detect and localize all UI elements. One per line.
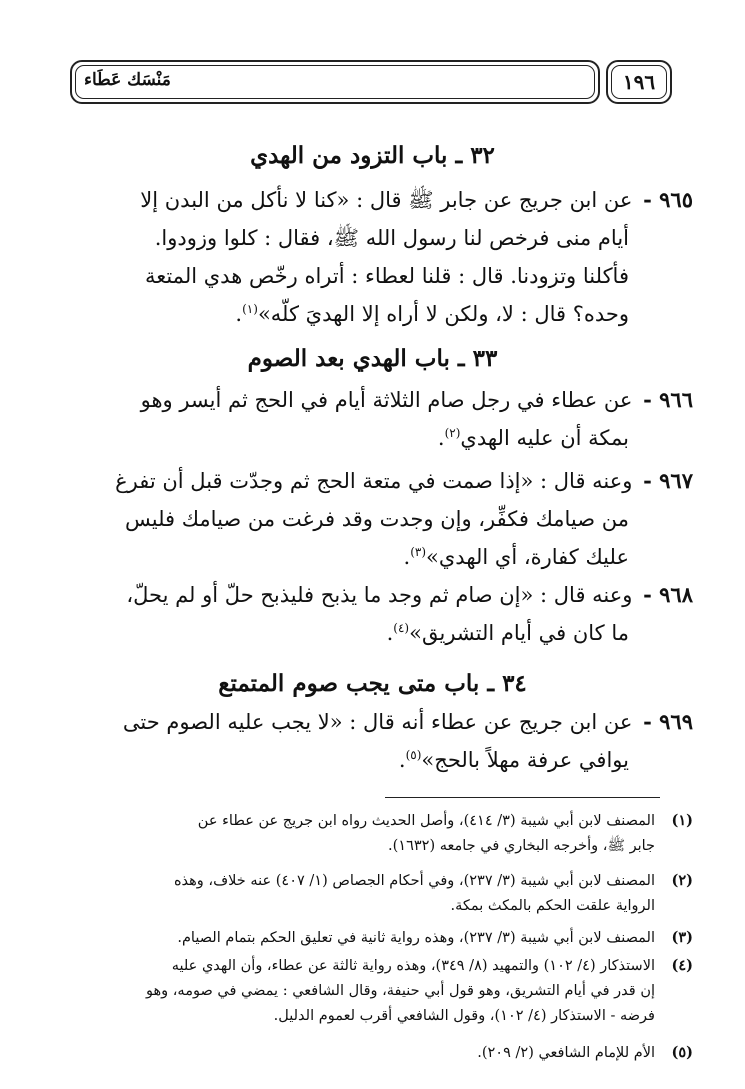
footnote-separator xyxy=(385,797,660,798)
hadith-line: ٩٦٧ - وعنه قال : «إذا صمت في متعة الحج ثم وجدّت قبل أن تفرغ xyxy=(115,468,693,493)
hadith-line: فأكلنا وتزودنا. قال : قلنا لعطاء : أتراه رخّص هدي المتعة xyxy=(144,264,629,288)
hadith-line: ٩٦٨ - وعنه قال : «إن صام ثم وجد ما يذبح فليذبح حلّ أو لم يحلّ، xyxy=(126,582,693,607)
hadith-line: أيام منى فرخص لنا رسول الله ﷺ، فقال : كلوا وزودوا. xyxy=(154,226,629,250)
hadith-line: ٩٦٥ - عن ابن جريج عن جابر ﷺ قال : «كنا لا نأكل من البدن إلا xyxy=(140,187,693,212)
chapter-heading-32: ٣٢ ـ باب التزود من الهدي xyxy=(250,142,495,169)
hadith-969 xyxy=(90,703,693,779)
footnote-marker: (٥) xyxy=(671,1044,693,1061)
footnote-marker: (١) xyxy=(671,812,693,829)
footnote-ref: (٥) xyxy=(405,748,422,762)
hadith-965 xyxy=(90,181,693,333)
hadith-line: بمكة أن عليه الهدي$^{(٢)}$. xyxy=(437,426,629,450)
hadith-number: ٩٦٥ - xyxy=(643,187,693,212)
page-number: ١٩٦ xyxy=(622,70,656,94)
chapter-heading-33: ٣٣ ـ باب الهدي بعد الصوم xyxy=(247,345,498,372)
footnote-ref: (٢) xyxy=(444,426,461,440)
hadith-line: عليك كفارة، أي الهدي»$^{(٣)}$. xyxy=(403,545,629,569)
hadith-966 xyxy=(90,381,693,457)
footnote-marker: (٢) xyxy=(671,872,693,889)
hadith-number: ٩٦٧ - xyxy=(643,468,693,493)
hadith-line: ٩٦٦ - عن عطاء في رجل صام الثلاثة أيام في الحج ثم أيسر وهو xyxy=(140,387,693,412)
footnote-5: (٥)الأم للإمام الشافعي (٢/ ٢٠٩). xyxy=(63,1040,693,1066)
running-title: مَنْسَك عَطَاء xyxy=(84,70,171,90)
hadith-line: ٩٦٩ - عن ابن جريج عن عطاء أنه قال : «لا يجب عليه الصوم حتى xyxy=(122,709,693,734)
hadith-line: وحده؟ قال : لا، ولكن لا أراه إلا الهديَ كلّه»$^{(١)}$. xyxy=(235,302,629,326)
footnote-line: إن قدر في أيام التشريق، وهو قول أبي حنيفة، وقال الشافعي : يمضي في صومه، وهو xyxy=(146,983,655,999)
hadith-number: ٩٦٨ - xyxy=(643,582,693,607)
footnote-2: (٢)المصنف لابن أبي شيبة (٣/ ٢٣٧)، وفي أحكام الجصاص (١/ ٤٠٧) عنه خلاف، وهذه الرواية علقت الحكم بالمكث بمكة. xyxy=(63,868,693,919)
footnote-marker: (٤) xyxy=(671,957,693,974)
hadith-line: يوافي عرفة مهلاً بالحج»$^{(٥)}$. xyxy=(398,748,629,772)
footnote-marker: (٣) xyxy=(671,929,693,946)
footnote-4: (٤)الاستذكار (٤/ ١٠٢) والتمهيد (٨/ ٣٤٩)، وهذه رواية ثالثة عن عطاء، وأن الهدي عليه إن قدر في أيام التشريق، وهو قول أبي حنيفة، وقال الشافعي : يمضي في صومه، وهو فرضه - الاستذكار (٤/ ١٠٢)، وقول الشافعي أقرب لعموم الدليل. xyxy=(63,953,693,1029)
footnote-ref: (١) xyxy=(242,302,258,316)
hadith-line: من صيامك فكفِّر، وإن وجدت وقد فرغت من صيامك فليس xyxy=(124,507,629,531)
footnote-3: (٣)المصنف لابن أبي شيبة (٣/ ٢٣٧)، وهذه رواية ثانية في تعليق الحكم بتمام الصيام. xyxy=(63,925,693,951)
chapter-heading-34: ٣٤ ـ باب متى يجب صوم المتمتع xyxy=(218,670,527,697)
footnote-ref: (٤) xyxy=(393,621,410,635)
footnote-line: فرضه - الاستذكار (٤/ ١٠٢)، وقول الشافعي أقرب لعموم الدليل. xyxy=(273,1008,655,1024)
footnote-line: جابر ﷺ، وأخرجه البخاري في جامعه (١٦٣٢). xyxy=(388,838,655,854)
hadith-line: ما كان في أيام التشريق»$^{(٤)}$. xyxy=(386,621,629,645)
hadith-number: ٩٦٩ - xyxy=(643,709,693,734)
hadith-967 xyxy=(90,462,693,576)
hadith-968 xyxy=(90,576,693,652)
footnote-1: (١)المصنف لابن أبي شيبة (٣/ ٤١٤)، وأصل الحديث رواه ابن جريج عن عطاء عن جابر ﷺ، وأخرجه البخاري في جامعه (١٦٣٢). xyxy=(63,808,693,859)
footnote-ref: (٣) xyxy=(410,545,427,559)
hadith-number: ٩٦٦ - xyxy=(643,387,693,412)
footnote-line: الرواية علقت الحكم بالمكث بمكة. xyxy=(450,898,655,914)
